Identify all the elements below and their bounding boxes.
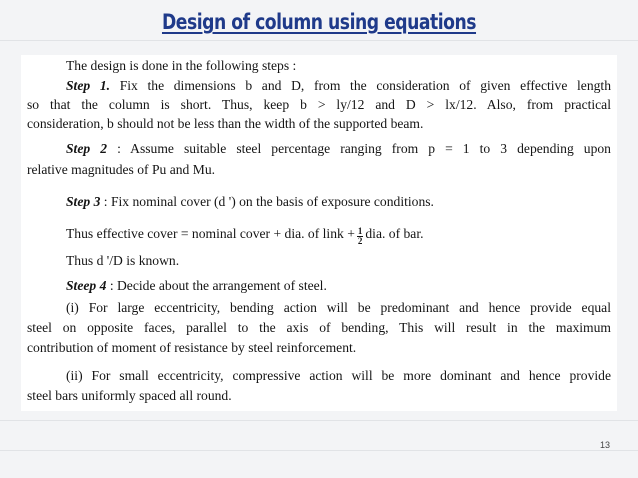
- step1-line1: Step 1. Fix the dimensions b and D, from the consideration of given effective length: [66, 78, 611, 93]
- step3-label: Step 3: [66, 194, 101, 209]
- step3-line1: Step 3 : Fix nominal cover (d ') on the basis of exposure conditions.: [66, 194, 434, 209]
- scanned-text-image: [21, 55, 617, 411]
- step2-line2: relative magnitudes of Pu and Mu.: [27, 162, 216, 177]
- intro-line: The design is done in the following steps :: [66, 58, 297, 73]
- step4-label: Steep 4: [66, 278, 107, 293]
- step2-label: Step 2: [66, 141, 108, 156]
- step3-line3: Thus d '/D is known.: [66, 253, 180, 268]
- case-i-line3: contribution of moment of resistance by steel reinforcement.: [27, 340, 357, 355]
- case-ii-line2: steel bars uniformly spaced all round.: [27, 388, 232, 403]
- background-line: [0, 420, 638, 421]
- one-half-fraction: $\frac{1}{2}$: [357, 226, 363, 246]
- step4-line1: Steep 4 : Decide about the arrangement of steel.: [66, 278, 327, 293]
- case-i-line2: steel on opposite faces, parallel to the axis of bending, This will result in the maximum: [27, 320, 611, 335]
- background-line: [0, 40, 638, 41]
- case-i-line1: (i) For large eccentricity, bending action will be predominant and hence provide equal: [66, 300, 611, 315]
- case-ii-line1: (ii) For small eccentricity, compressive action will be more dominant and hence provide: [66, 368, 611, 383]
- background-line: [0, 450, 638, 451]
- slide-title: Design of column using equations: [161, 10, 477, 34]
- step1-line2: so that the column is short. Thus, keep b > ly/12 and D > lx/12. Also, from practical: [27, 97, 611, 112]
- step1-line3: consideration, b should not be less than the width of the supported beam.: [27, 116, 424, 131]
- step1-label: Step 1.: [66, 78, 111, 93]
- step2-line1: Step 2 : Assume suitable steel percentage ranging from p = 1 to 3 depending upon: [66, 141, 611, 156]
- page-number: 13: [599, 440, 610, 450]
- step3-line2: Thus effective cover = nominal cover + dia. of link + $\frac{1}{2}$ dia. of bar.: [66, 226, 424, 246]
